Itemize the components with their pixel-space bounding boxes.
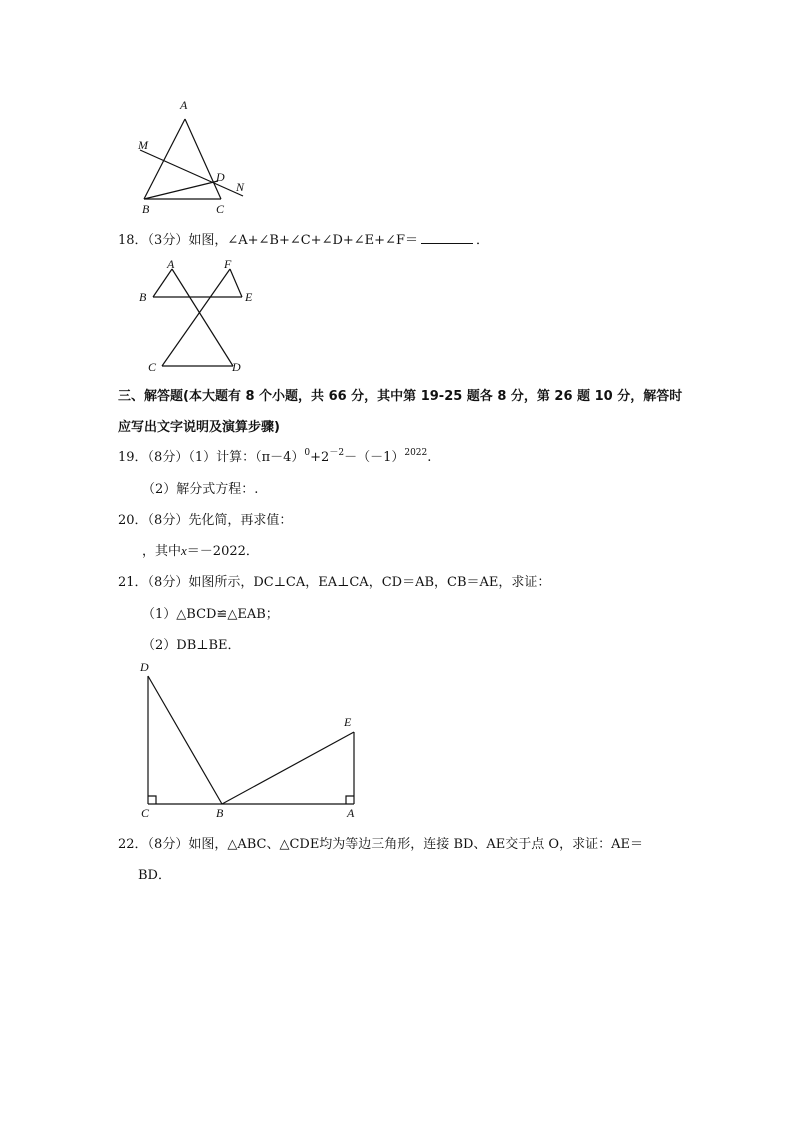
q19-after: －（－1） (344, 450, 405, 465)
section-3-heading-line1: 三、解答题(本大题有 8 个小题，共 66 分，其中第 19-25 题各 8 分，第 26 题 10 分，解答时 (118, 389, 683, 404)
fig21-label-b: B (216, 806, 224, 820)
question-21 (118, 571, 550, 590)
q19-exp-neg2: －2 (329, 448, 345, 458)
fig18-label-f: F (224, 257, 232, 271)
fig21-label-a: A (347, 806, 355, 820)
q19-part1-prefix: （1）计算：（π－4） (188, 450, 305, 465)
q22-number: 22． (118, 837, 148, 852)
q20-var: x (181, 543, 187, 558)
section-3-heading-line2: 应写出文字说明及演算步骤) (118, 420, 280, 435)
fig17-label-m: M (138, 138, 148, 152)
fig17-label-n: N (236, 180, 245, 194)
question-22 (118, 833, 643, 852)
question-19-part2: （2）解分式方程：. (142, 482, 259, 497)
q18-number: 18． (118, 233, 148, 248)
q18-text: 如图，∠A+∠B+∠C+∠D+∠E+∠F＝ (188, 233, 418, 248)
q20-text: 先化简，再求值： (188, 513, 293, 528)
q18-end: ． (475, 233, 489, 248)
figure-21-diagram (140, 665, 370, 815)
fig18-label-a: A (167, 257, 175, 271)
question-20-condition (142, 540, 259, 559)
fig18-label-b: B (139, 290, 147, 304)
q21-score: （8分） (147, 575, 189, 590)
q21-number: 21． (118, 575, 148, 590)
fig21-label-e: E (344, 715, 352, 729)
question-19-part1 (118, 446, 431, 465)
question-21-part2: （2）DB⊥BE． (142, 638, 241, 653)
q20-line2-prefix: ，其中 (142, 544, 182, 559)
fig21-label-d: D (140, 660, 149, 674)
q18-answer-blank (421, 233, 473, 244)
question-18 (118, 229, 489, 248)
q20-number: 20． (118, 513, 148, 528)
fig17-label-c: C (216, 202, 225, 216)
fig18-label-d: D (232, 360, 241, 374)
fig18-label-c: C (148, 360, 157, 374)
question-21-part1: （1）△BCD≌△EAB； (142, 607, 279, 622)
fig17-label-a: A (180, 98, 188, 112)
figure-18-diagram (140, 255, 260, 375)
q20-line2-suffix: ＝－2022． (186, 544, 259, 559)
q21-text: 如图所示，DC⊥CA，EA⊥CA，CD＝AB，CB＝AE，求证： (188, 575, 551, 590)
question-22-line2: BD． (138, 868, 171, 883)
q19-score: （8分） (147, 450, 189, 465)
q19-end: . (427, 450, 432, 465)
fig17-label-d: D (216, 170, 225, 184)
fig17-label-b: B (142, 202, 150, 216)
fig21-label-c: C (141, 806, 150, 820)
figure-17-diagram (130, 95, 290, 225)
fig18-label-e: E (245, 290, 253, 304)
q19-exp-2022: 2022 (404, 448, 428, 458)
q19-number: 19． (118, 450, 148, 465)
q19-mid: +2 (310, 450, 330, 465)
q22-score: （8分） (147, 837, 189, 852)
q20-score: （8分） (147, 513, 189, 528)
q22-text: 如图，△ABC、△CDE均为等边三角形，连接 BD、AE交于点 O，求证：AE＝ (188, 837, 643, 852)
q18-score: （3分） (147, 233, 189, 248)
q19-exp-0: 0 (304, 448, 311, 458)
question-20 (118, 509, 292, 528)
